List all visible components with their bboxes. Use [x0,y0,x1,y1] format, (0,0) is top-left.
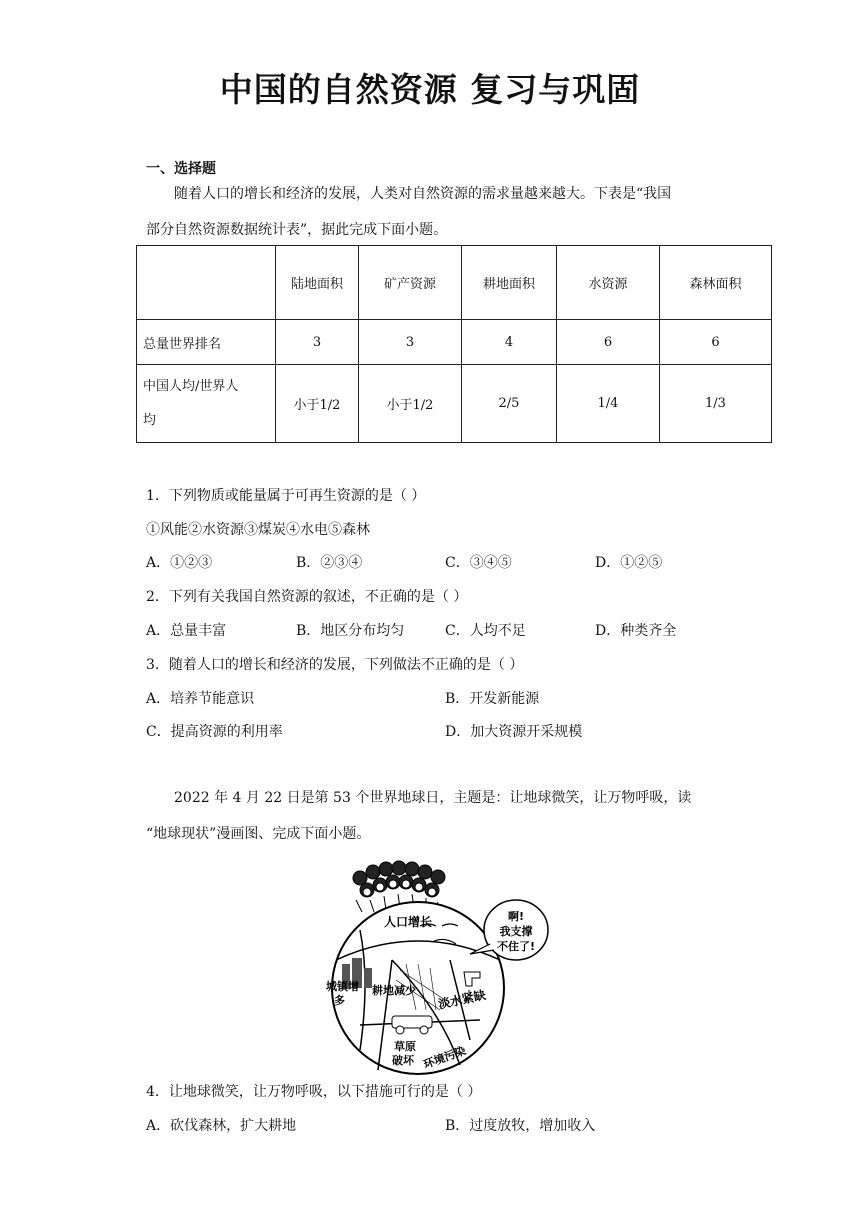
table-header-cell: 水资源 [557,246,660,320]
bubble-line-3: 不住了! [496,940,536,953]
table-cell: 小于1/2 [359,365,462,443]
table-row-label-line-1: 中国人均/世界人 [143,378,239,394]
question-3-stem: 3．随着人口的增长和经济的发展，下列做法不正确的是（ ） [146,657,524,673]
question-1-option-b: B．②③④ [296,555,363,571]
label-grassland-line-1: 草原 [394,1040,416,1053]
table-row [137,320,772,365]
intro-paragraph-2 [146,780,786,852]
section-heading-choice: 一、选择题 [146,161,216,177]
intro-2-line-1: 2022 年 4 月 22 日是第 53 个世界地球日，主题是：让地球微笑，让万物呼吸，读 [174,790,692,806]
table-row [137,365,772,443]
question-4-option-b: B．过度放牧，增加收入 [445,1118,596,1134]
table-header-cell: 矿产资源 [359,246,462,320]
question-3-option-c: C．提高资源的利用率 [146,724,283,740]
intro-1-line-2: 部分自然资源数据统计表”，据此完成下面小题。 [146,222,448,238]
question-1-option-c: C．③④⑤ [445,555,512,571]
table-header-cell: 森林面积 [660,246,772,320]
intro-paragraph-1 [146,176,786,248]
table-cell: 小于1/2 [276,365,359,443]
table-row-label-line-2: 均 [143,412,157,428]
table-header-row [137,246,772,320]
question-1-option-d: D．①②⑤ [595,555,663,571]
table-row-label: 总量世界排名 [137,320,276,365]
intro-1-line-1: 随着人口的增长和经济的发展，人类对自然资源的需求量越来越大。下表是“我国 [174,186,672,202]
question-2-option-d: D．种类齐全 [595,623,677,639]
label-town-growth-line-1: 城镇增 [326,980,359,993]
label-water-shortage: 淡水紧缺 [437,987,488,1012]
table-cell: 1/4 [557,365,660,443]
question-2-stem: 2．下列有关我国自然资源的叙述，不正确的是（ ） [146,589,468,605]
page-title: 中国的自然资源 复习与巩固 [219,70,641,109]
table-row-label [137,365,276,443]
label-grassland-line-2: 破坏 [392,1054,414,1067]
question-2-option-b: B．地区分布均匀 [296,623,405,639]
question-3-option-b: B．开发新能源 [445,691,540,707]
intro-2-line-2: “地球现状”漫画图、完成下面小题。 [146,826,371,842]
table-cell: 2/5 [462,365,557,443]
label-population-growth: 人口增长 [384,915,433,929]
question-2-option-c: C．人均不足 [445,623,526,639]
table-header-cell: 耕地面积 [462,246,557,320]
table-cell: 6 [557,320,660,365]
bubble-line-1: 啊! [507,910,525,923]
question-4-option-a: A．砍伐森林，扩大耕地 [146,1118,297,1134]
bubble-line-2: 我支撑 [499,925,533,938]
label-farmland-decrease: 耕地减少 [372,984,416,997]
table-header-cell: 陆地面积 [276,246,359,320]
table-cell: 1/3 [660,365,772,443]
question-4-stem: 4．让地球微笑，让万物呼吸，以下措施可行的是（ ） [146,1084,482,1100]
label-pollution: 环境污染 [421,1044,468,1072]
label-town-growth-line-2: 多 [334,994,345,1007]
question-1-subitems: ①风能②水资源③煤炭④水电⑤森林 [146,522,370,538]
question-1-stem: 1．下列物质或能量属于可再生资源的是（ ） [146,488,426,504]
table-cell: 4 [462,320,557,365]
resource-statistics-table [136,245,772,443]
question-3-option-a: A．培养节能意识 [146,691,255,707]
earth-status-cartoon [320,860,552,1075]
table-header-cell [137,246,276,320]
question-3-option-d: D．加大资源开采规模 [445,724,583,740]
table-cell: 3 [276,320,359,365]
table-cell: 3 [359,320,462,365]
question-2-option-a: A．总量丰富 [146,623,227,639]
question-1-option-a: A．①②③ [146,555,213,571]
table-cell: 6 [660,320,772,365]
